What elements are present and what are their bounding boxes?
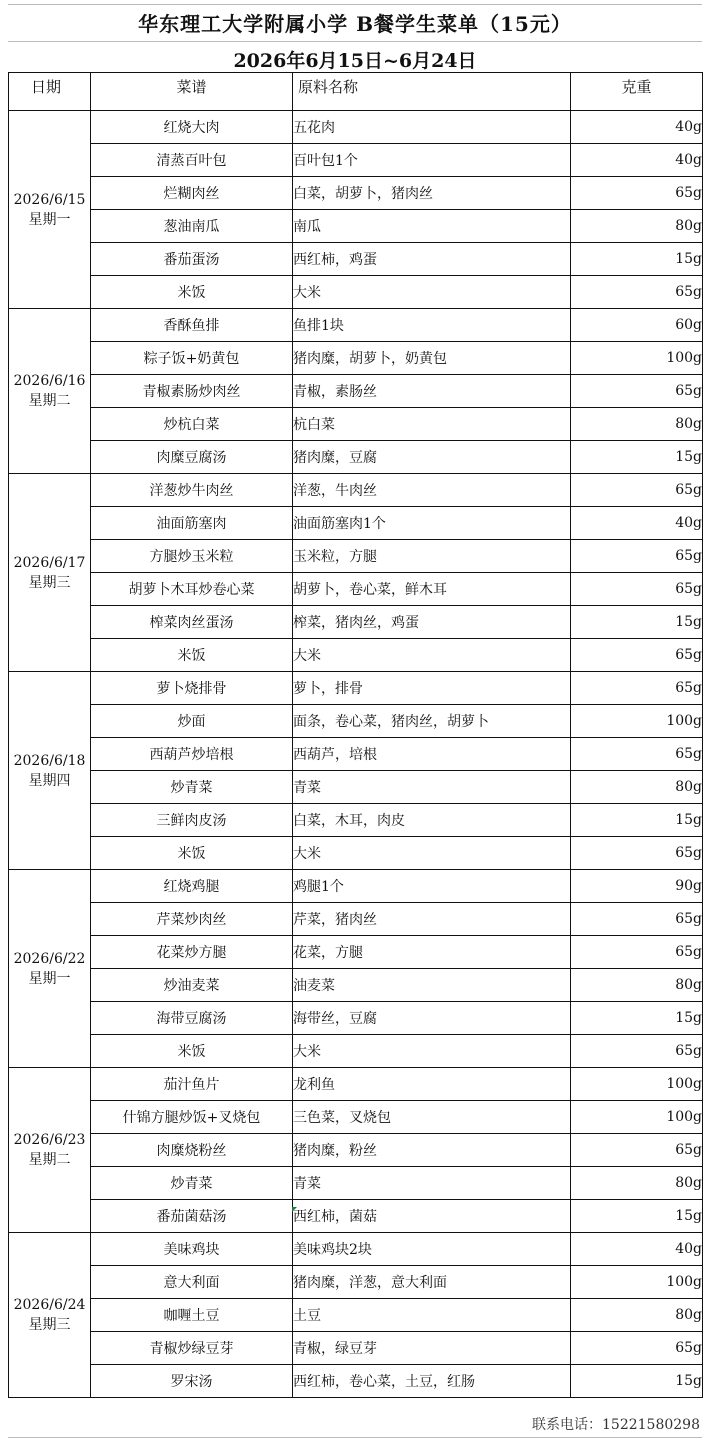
table-row	[9, 1068, 703, 1101]
table-row	[9, 1299, 703, 1332]
table-row	[9, 507, 703, 540]
dish-name: 粽子饭+奶黄包	[91, 342, 293, 375]
day-weekday: 星期一	[28, 211, 71, 228]
table-row	[9, 1101, 703, 1134]
day-weekday: 星期一	[28, 970, 71, 987]
ingredients-text: 西葫芦，培根	[293, 738, 571, 771]
ingredients-text: 百叶包1个	[293, 144, 571, 177]
ingredients-text: 大米	[293, 639, 571, 672]
menu-table	[8, 72, 703, 1398]
weight-value: 60g	[571, 309, 703, 342]
table-row	[9, 1167, 703, 1200]
table-row	[9, 474, 703, 507]
table-row	[9, 1266, 703, 1299]
header-ingredients: 原料名称	[293, 73, 571, 111]
dish-name: 美味鸡块	[91, 1233, 293, 1266]
day-date-cell	[9, 1068, 91, 1233]
table-row	[9, 276, 703, 309]
table-row	[9, 540, 703, 573]
day-date: 2026/6/22	[13, 950, 86, 967]
ingredients-text: 胡萝卜，卷心菜，鲜木耳	[293, 573, 571, 606]
ingredients-text: 西红柿，菌菇	[293, 1200, 571, 1233]
ingredients-text: 西红柿，卷心菜，土豆，红肠	[293, 1365, 571, 1398]
weight-value: 15g	[571, 1200, 703, 1233]
ingredients-text: 猪肉糜，豆腐	[293, 441, 571, 474]
dish-name: 香酥鱼排	[91, 309, 293, 342]
dish-name: 胡萝卜木耳炒卷心菜	[91, 573, 293, 606]
table-row	[9, 309, 703, 342]
menu-body	[9, 111, 703, 1398]
top-border	[8, 4, 702, 5]
dish-name: 意大利面	[91, 1266, 293, 1299]
table-row	[9, 1365, 703, 1398]
dish-name: 炒杭白菜	[91, 408, 293, 441]
ingredients-text: 南瓜	[293, 210, 571, 243]
table-row	[9, 243, 703, 276]
day-weekday: 星期四	[28, 772, 71, 789]
dish-name: 青椒炒绿豆芽	[91, 1332, 293, 1365]
ingredients-text: 油面筋塞肉1个	[293, 507, 571, 540]
weight-value: 15g	[571, 243, 703, 276]
ingredients-text: 油麦菜	[293, 969, 571, 1002]
ingredients-text: 榨菜，猪肉丝，鸡蛋	[293, 606, 571, 639]
table-row	[9, 738, 703, 771]
dish-name: 米饭	[91, 276, 293, 309]
dish-name: 海带豆腐汤	[91, 1002, 293, 1035]
ingredients-text: 鱼排1块	[293, 309, 571, 342]
dish-name: 三鲜肉皮汤	[91, 804, 293, 837]
header-dish: 菜谱	[91, 73, 293, 111]
weight-value: 15g	[571, 804, 703, 837]
dish-name: 青椒素肠炒肉丝	[91, 375, 293, 408]
weight-value: 80g	[571, 1299, 703, 1332]
weight-value: 65g	[571, 573, 703, 606]
dish-name: 什锦方腿炒饭+叉烧包	[91, 1101, 293, 1134]
weight-value: 40g	[571, 507, 703, 540]
day-date-cell	[9, 1233, 91, 1398]
dish-name: 葱油南瓜	[91, 210, 293, 243]
table-row	[9, 144, 703, 177]
ingredients-text: 白菜，木耳，肉皮	[293, 804, 571, 837]
bottom-border	[8, 1437, 702, 1438]
ingredients-text: 海带丝，豆腐	[293, 1002, 571, 1035]
ingredients-text: 杭白菜	[293, 408, 571, 441]
dish-name: 罗宋汤	[91, 1365, 293, 1398]
weight-value: 65g	[571, 1332, 703, 1365]
day-weekday: 星期二	[28, 393, 71, 409]
weight-value: 15g	[571, 606, 703, 639]
day-date: 2026/6/17	[13, 554, 86, 571]
dish-name: 炒油麦菜	[91, 969, 293, 1002]
dish-name: 洋葱炒牛肉丝	[91, 474, 293, 507]
table-row	[9, 342, 703, 375]
dish-name: 炒面	[91, 705, 293, 738]
ingredients-text: 猪肉糜，洋葱，意大利面	[293, 1266, 571, 1299]
table-row	[9, 672, 703, 705]
ingredients-text: 青菜	[293, 771, 571, 804]
dish-name: 红烧鸡腿	[91, 870, 293, 903]
weight-value: 15g	[571, 441, 703, 474]
ingredients-text: 芹菜，猪肉丝	[293, 903, 571, 936]
dish-name: 番茄菌菇汤	[91, 1200, 293, 1233]
ingredients-text: 面条，卷心菜，猪肉丝，胡萝卜	[293, 705, 571, 738]
day-date: 2026/6/15	[13, 191, 86, 208]
table-row	[9, 375, 703, 408]
ingredients-text: 龙利鱼	[293, 1068, 571, 1101]
dish-name: 方腿炒玉米粒	[91, 540, 293, 573]
table-row	[9, 936, 703, 969]
weight-value: 100g	[571, 1266, 703, 1299]
day-weekday: 星期三	[28, 1317, 71, 1333]
table-row	[9, 837, 703, 870]
table-row	[9, 903, 703, 936]
table-row	[9, 1200, 703, 1233]
weight-value: 100g	[571, 705, 703, 738]
dish-name: 米饭	[91, 1035, 293, 1068]
dish-name: 咖喱土豆	[91, 1299, 293, 1332]
day-date-cell	[9, 672, 91, 870]
ingredients-text: 三色菜，叉烧包	[293, 1101, 571, 1134]
ingredients-text: 土豆	[293, 1299, 571, 1332]
dish-name: 炒青菜	[91, 1167, 293, 1200]
weight-value: 15g	[571, 1002, 703, 1035]
weight-value: 100g	[571, 342, 703, 375]
table-row	[9, 1035, 703, 1068]
ingredients-text: 鸡腿1个	[293, 870, 571, 903]
ingredients-text: 五花肉	[293, 111, 571, 144]
weight-value: 65g	[571, 177, 703, 210]
weight-value: 100g	[571, 1068, 703, 1101]
weight-value: 15g	[571, 1365, 703, 1398]
day-date: 2026/6/16	[13, 373, 86, 389]
weight-value: 80g	[571, 771, 703, 804]
weight-value: 65g	[571, 276, 703, 309]
table-row	[9, 705, 703, 738]
day-date: 2026/6/24	[13, 1297, 86, 1313]
cell-marker	[292, 1207, 297, 1212]
table-row	[9, 408, 703, 441]
dish-name: 烂糊肉丝	[91, 177, 293, 210]
day-date-cell	[9, 111, 91, 309]
dish-name: 油面筋塞肉	[91, 507, 293, 540]
ingredients-text: 美味鸡块2块	[293, 1233, 571, 1266]
ingredients-text: 花菜，方腿	[293, 936, 571, 969]
ingredients-text: 青椒，素肠丝	[293, 375, 571, 408]
weight-value: 65g	[571, 375, 703, 408]
table-row	[9, 969, 703, 1002]
table-row	[9, 441, 703, 474]
table-row	[9, 573, 703, 606]
ingredients-text: 西红柿，鸡蛋	[293, 243, 571, 276]
day-date: 2026/6/23	[13, 1132, 86, 1148]
dish-name: 萝卜烧排骨	[91, 672, 293, 705]
ingredients-text: 大米	[293, 1035, 571, 1068]
ingredients-text: 猪肉糜，胡萝卜，奶黄包	[293, 342, 571, 375]
contact-phone: 联系电话：15221580298	[532, 1417, 700, 1433]
day-date-cell	[9, 309, 91, 474]
dish-name: 番茄蛋汤	[91, 243, 293, 276]
weight-value: 40g	[571, 111, 703, 144]
title-divider	[8, 41, 702, 42]
table-row	[9, 606, 703, 639]
weight-value: 65g	[571, 903, 703, 936]
weight-value: 80g	[571, 210, 703, 243]
day-date: 2026/6/18	[13, 752, 86, 769]
dish-name: 肉糜豆腐汤	[91, 441, 293, 474]
weight-value: 65g	[571, 540, 703, 573]
dish-name: 芹菜炒肉丝	[91, 903, 293, 936]
table-row	[9, 804, 703, 837]
dish-name: 茄汁鱼片	[91, 1068, 293, 1101]
weight-value: 80g	[571, 408, 703, 441]
ingredients-text: 大米	[293, 837, 571, 870]
weight-value: 65g	[571, 837, 703, 870]
table-row	[9, 177, 703, 210]
table-row	[9, 771, 703, 804]
weight-value: 90g	[571, 870, 703, 903]
ingredients-text: 青椒，绿豆芽	[293, 1332, 571, 1365]
ingredients-text: 洋葱，牛肉丝	[293, 474, 571, 507]
table-row	[9, 1134, 703, 1167]
table-row	[9, 870, 703, 903]
dish-name: 米饭	[91, 837, 293, 870]
weight-value: 65g	[571, 738, 703, 771]
ingredients-text: 玉米粒，方腿	[293, 540, 571, 573]
weight-value: 40g	[571, 144, 703, 177]
menu-title: 华东理工大学附属小学 B餐学生菜单（15元）	[138, 12, 572, 36]
ingredients-text: 青菜	[293, 1167, 571, 1200]
dish-name: 炒青菜	[91, 771, 293, 804]
day-weekday: 星期三	[28, 574, 71, 591]
dish-name: 肉糜烧粉丝	[91, 1134, 293, 1167]
ingredients-text: 大米	[293, 276, 571, 309]
table-row	[9, 210, 703, 243]
table-row	[9, 1233, 703, 1266]
weight-value: 65g	[571, 474, 703, 507]
dish-name: 西葫芦炒培根	[91, 738, 293, 771]
table-row	[9, 639, 703, 672]
dish-name: 红烧大肉	[91, 111, 293, 144]
table-row	[9, 111, 703, 144]
weight-value: 65g	[571, 672, 703, 705]
weight-value: 65g	[571, 639, 703, 672]
weight-value: 80g	[571, 969, 703, 1002]
ingredients-text: 猪肉糜，粉丝	[293, 1134, 571, 1167]
menu-date-range: 2026年6月15日~6月24日	[233, 50, 477, 72]
header-date: 日期	[9, 73, 91, 111]
dish-name: 米饭	[91, 639, 293, 672]
header-weight: 克重	[571, 73, 703, 111]
day-date-cell	[9, 474, 91, 672]
dish-name: 花菜炒方腿	[91, 936, 293, 969]
ingredients-text: 萝卜，排骨	[293, 672, 571, 705]
dish-name: 榨菜肉丝蛋汤	[91, 606, 293, 639]
weight-value: 65g	[571, 936, 703, 969]
day-weekday: 星期二	[28, 1152, 71, 1168]
table-row	[9, 1002, 703, 1035]
weight-value: 40g	[571, 1233, 703, 1266]
weight-value: 100g	[571, 1101, 703, 1134]
dish-name: 清蒸百叶包	[91, 144, 293, 177]
day-date-cell	[9, 870, 91, 1068]
table-row	[9, 1332, 703, 1365]
table-header-row	[9, 73, 703, 111]
weight-value: 65g	[571, 1035, 703, 1068]
ingredients-text: 白菜，胡萝卜，猪肉丝	[293, 177, 571, 210]
weight-value: 65g	[571, 1134, 703, 1167]
weight-value: 80g	[571, 1167, 703, 1200]
